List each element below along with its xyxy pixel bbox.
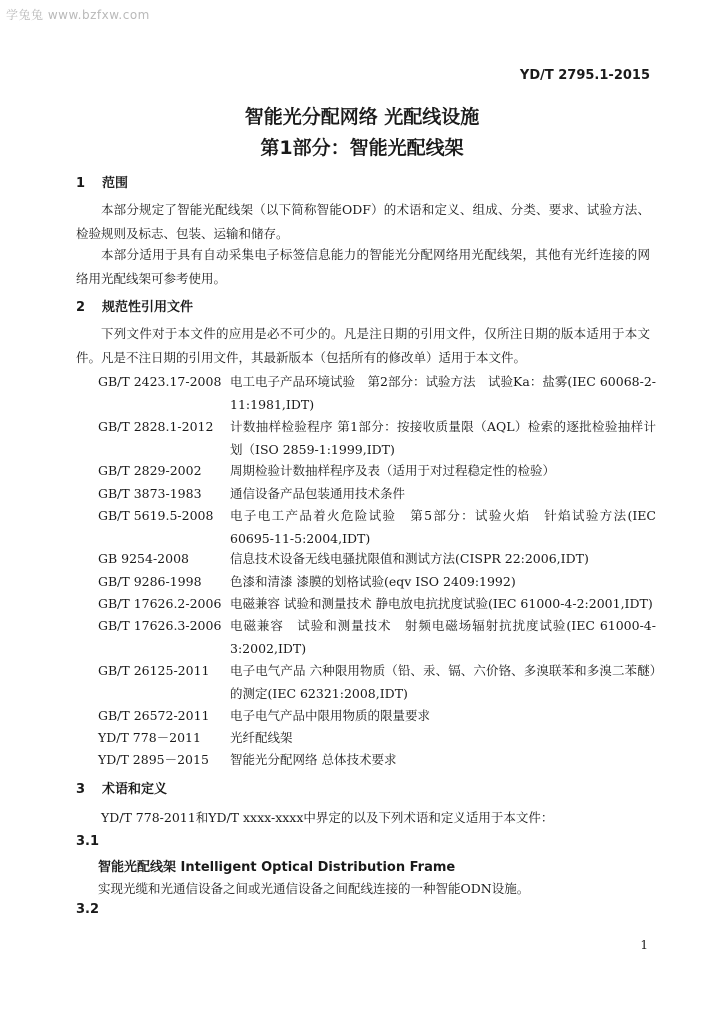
reference-title: 电磁兼容 试验和测量技术 静电放电抗扰度试验(IEC 61000-4-2:2001,IDT) [230,596,653,611]
reference-code: GB/T 26572-2011 [98,708,210,723]
section-title: 术语和定义 [102,782,168,797]
reference-item [98,547,658,570]
section-1-paragraph-2: 本部分适用于具有自动采集电子标签信息能力的智能光分配网络用光配线架，其他有光纤连接的网络用光配线架可参考使用。 [76,247,650,286]
section-number: 1 [76,176,86,191]
reference-item [98,370,658,416]
reference-item [98,704,658,727]
reference-item [98,504,658,550]
section-title: 规范性引用文件 [102,300,194,315]
reference-item [98,459,658,482]
reference-code: GB/T 2829-2002 [98,463,202,478]
term-heading: 智能光配线架 Intelligent Optical Distribution Frame [98,860,456,875]
reference-title: 电子电工产品着火危险试验 第5部分：试验火焰 针焰试验方法(IEC 60695-11-5:2004,IDT) [230,508,656,546]
reference-title: 通信设备产品包装通用技术条件 [230,486,406,501]
reference-item [98,726,658,749]
clause-3-2-number: 3.2 [76,902,100,917]
reference-title: 电子电气产品中限用物质的限量要求 [230,708,431,723]
reference-code: YD/T 778－2011 [98,730,201,745]
section-2-intro: 下列文件对于本文件的应用是必不可少的。凡是注日期的引用文件，仅所注日期的版本适用于本文件。凡是不注日期的引用文件，其最新版本（包括所有的修改单）适用于本文件。 [76,326,650,365]
section-number: 3 [76,782,86,797]
document-title: 智能光分配网络 光配线设施 [244,106,480,128]
reference-item [98,592,658,615]
reference-code: GB/T 17626.2-2006 [98,596,222,611]
section-1-paragraph-1: 本部分规定了智能光配线架（以下简称智能ODF）的术语和定义、组成、分类、要求、试验方法、检验规则及标志、包装、运输和储存。 [76,202,650,241]
term-definition: 实现光缆和光通信设备之间或光通信设备之间配线连接的一种智能ODN设施。 [98,881,530,896]
reference-code: GB/T 26125-2011 [98,663,210,678]
reference-title: 计数抽样检验程序 第1部分：按接收质量限（AQL）检索的逐批检验抽样计划（ISO 2859-1:1999,IDT) [230,419,656,457]
reference-title: 色漆和清漆 漆膜的划格试验(eqv ISO 2409:1992) [230,574,516,589]
watermark: 学兔兔 www.bzfxw.com [6,8,150,22]
page-number: 1 [640,938,648,952]
reference-item [98,570,658,593]
section-2-heading [76,296,193,315]
reference-code: GB/T 17626.3-2006 [98,618,222,633]
reference-title: 周期检验计数抽样程序及表（适用于对过程稳定性的检验） [230,463,556,478]
reference-item [98,415,658,461]
reference-title: 电工电子产品环境试验 第2部分：试验方法 试验Ka：盐雾(IEC 60068-2-11:1981,IDT) [230,374,656,412]
reference-item [98,748,658,771]
reference-code: GB/T 2423.17-2008 [98,374,222,389]
reference-code: GB/T 9286-1998 [98,574,202,589]
section-1-heading [76,172,128,191]
standard-code: YD/T 2795.1-2015 [519,68,650,83]
reference-code: YD/T 2895－2015 [98,752,209,767]
reference-item [98,659,658,705]
reference-code: GB/T 2828.1-2012 [98,419,214,434]
reference-title: 电磁兼容 试验和测量技术 射频电磁场辐射抗扰度试验(IEC 61000-4-3:2002,IDT) [230,618,656,656]
reference-code: GB 9254-2008 [98,551,189,566]
section-3-heading [76,778,167,797]
reference-title: 信息技术设备无线电骚扰限值和测试方法(CISPR 22:2006,IDT) [230,551,589,566]
clause-3-1-number: 3.1 [76,834,100,849]
reference-title: 电子电气产品 六种限用物质（铅、汞、镉、六价铬、多溴联苯和多溴二苯醚）的测定(IEC 62321:2008,IDT) [230,663,656,701]
section-3-intro: YD/T 778-2011和YD/T xxxx-xxxx中界定的以及下列术语和定义适用于本文件： [101,810,554,825]
section-number: 2 [76,300,86,315]
reference-title: 光纤配线架 [230,730,293,745]
section-title: 范围 [102,176,129,191]
reference-title: 智能光分配网络 总体技术要求 [230,752,397,767]
reference-code: GB/T 5619.5-2008 [98,508,214,523]
reference-code: GB/T 3873-1983 [98,486,202,501]
reference-item [98,482,658,505]
document-subtitle: 第1部分：智能光配线架 [260,137,464,159]
reference-item [98,614,658,660]
